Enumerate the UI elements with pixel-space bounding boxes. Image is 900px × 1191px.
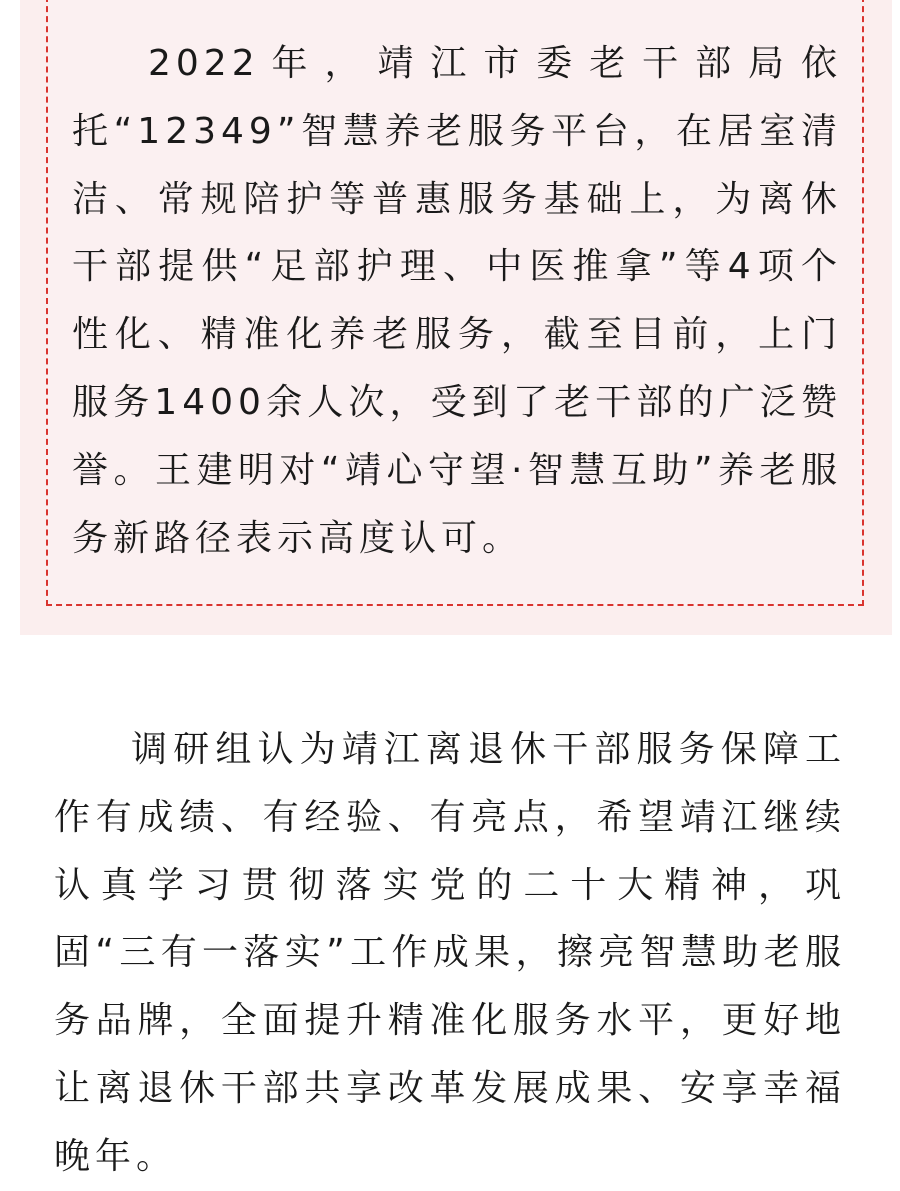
highlight-paragraph-text: 2022年，靖江市委老干部局依托“12349”智慧养老服务平台，在居室清洁、常规陪护等普惠服务基础上，为离休干部提供“足部护理、中医推拿”等4项个性化、精准化养老服务，截至目前，上门服务1400余人次，受到了老干部的广泛赞誉。王建明对“靖心守望·智慧互助”养老服务新路径表示高度认可。 bbox=[72, 43, 842, 559]
body-paragraph bbox=[54, 716, 846, 1191]
highlight-paragraph bbox=[72, 30, 842, 572]
body-paragraph-text: 调研组认为靖江离退休干部服务保障工作有成绩、有经验、有亮点，希望靖江继续认真学习贯彻落实党的二十大精神，巩固“三有一落实”工作成果，擦亮智慧助老服务品牌，全面提升精准化服务水平，更好地让离退休干部共享改革发展成果、安享幸福晚年。 bbox=[54, 729, 846, 1177]
